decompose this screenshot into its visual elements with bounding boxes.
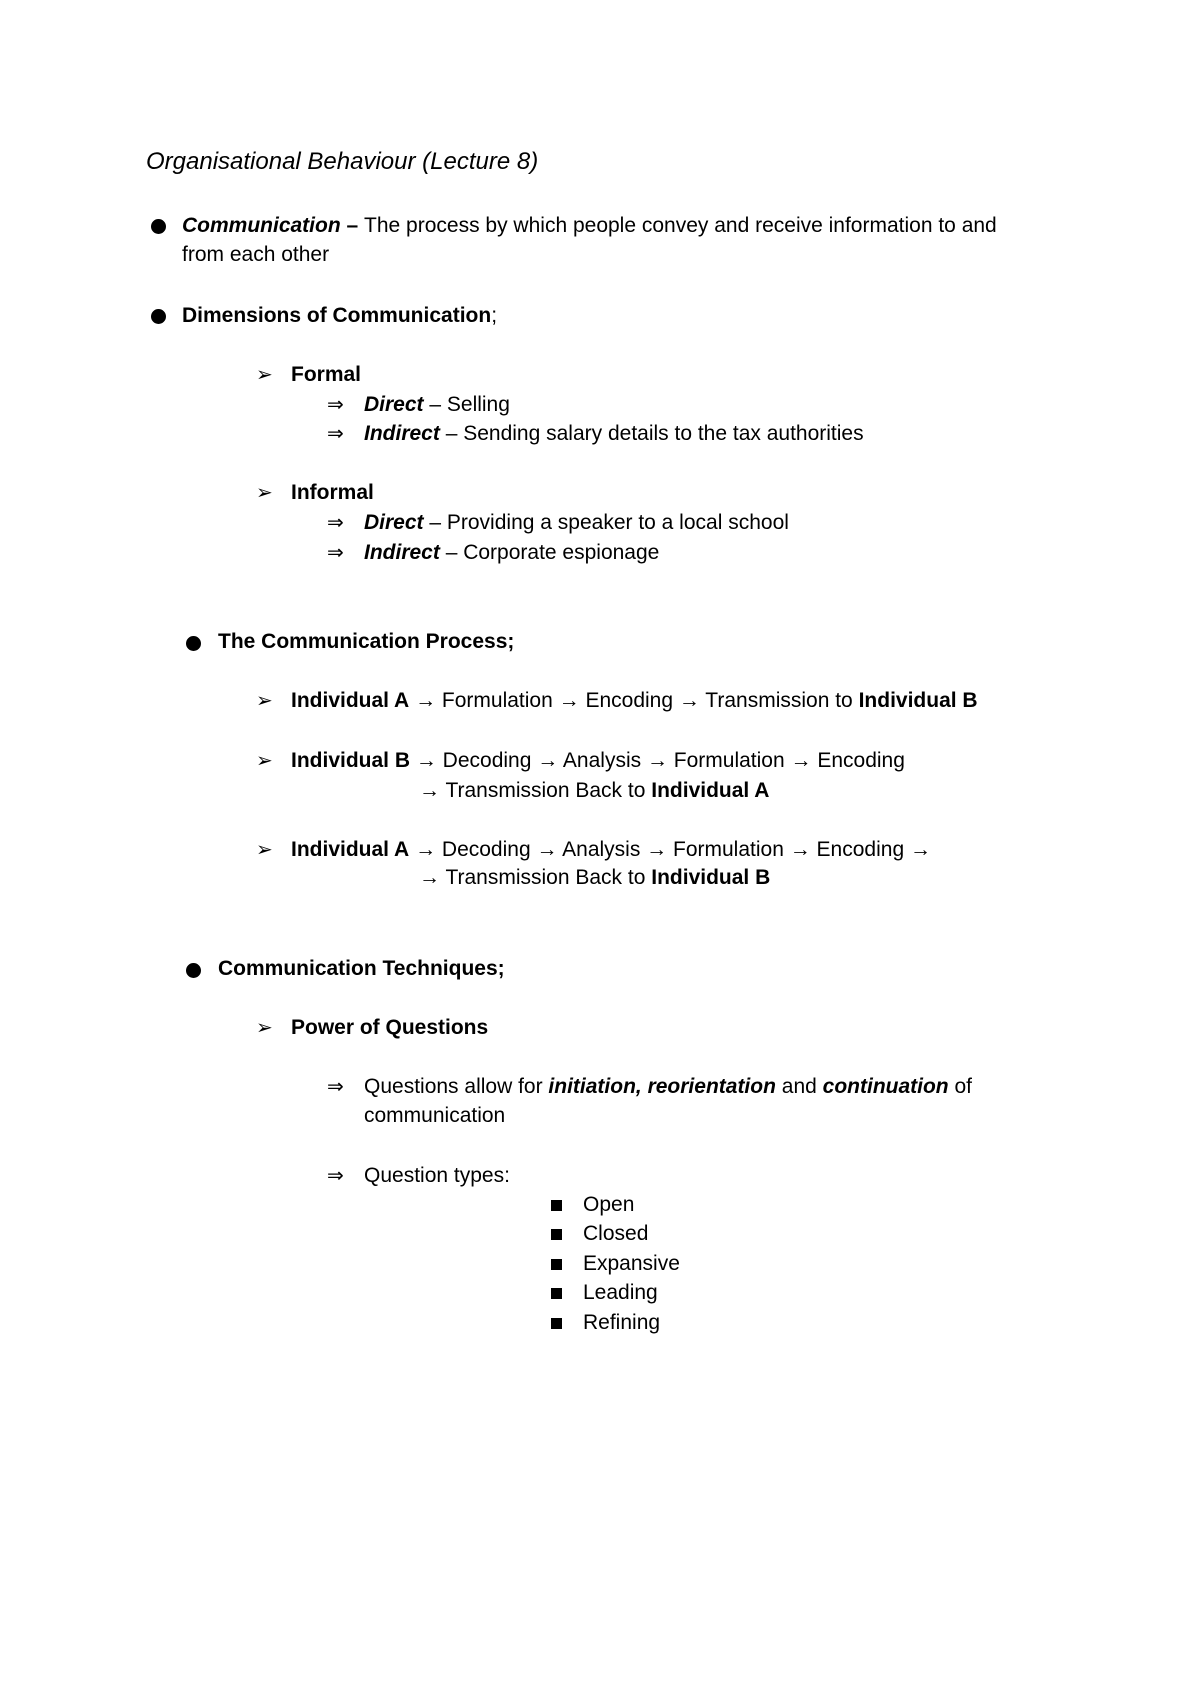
formal-label: Formal — [291, 363, 362, 386]
arrowhead-bullet-icon: ➢ — [256, 690, 273, 712]
individual-label: Individual B — [651, 866, 771, 889]
individual-label: Individual A — [651, 779, 770, 802]
questions-allow-term2: continuation — [822, 1075, 949, 1098]
questions-allow-mid: and — [775, 1075, 823, 1098]
process-step-2 — [291, 747, 905, 775]
communication-definition-cont — [182, 241, 329, 269]
process-flow-text: → Formulation → Encoding → Transmission to — [409, 689, 859, 712]
title-text: Organisational Behaviour (Lecture 8) — [146, 148, 539, 175]
arrowhead-bullet-icon: ➢ — [256, 1017, 273, 1039]
dimensions-heading-suffix: ; — [491, 304, 498, 327]
question-type-item: Expansive — [583, 1252, 680, 1275]
arrowhead-bullet-icon: ➢ — [256, 364, 273, 386]
question-type-item: Open — [583, 1193, 635, 1216]
square-bullet — [551, 1200, 562, 1211]
informal-indirect — [364, 539, 659, 567]
individual-label: Individual A — [291, 838, 410, 861]
bullet-dot — [186, 963, 201, 978]
square-bullet — [551, 1288, 562, 1299]
process-step-2-cont — [419, 777, 769, 805]
arrowhead-bullet-icon: ➢ — [256, 750, 273, 772]
implies-arrow-icon: ⇒ — [327, 1076, 344, 1098]
individual-label: Individual B — [858, 689, 978, 712]
individual-label: Individual A — [291, 689, 410, 712]
dimensions-heading-text: Dimensions of Communication — [182, 304, 492, 327]
techniques-heading: Communication Techniques; — [218, 957, 505, 980]
dimensions-heading — [182, 302, 497, 330]
implies-arrow-icon: ⇒ — [327, 423, 344, 445]
question-type-item: Closed — [583, 1222, 649, 1245]
question-types-label: Question types: — [364, 1164, 510, 1187]
questions-allow-term1: initiation, reorientation — [548, 1075, 776, 1098]
formal-direct-text: – Selling — [423, 393, 510, 416]
formal-direct — [364, 391, 510, 419]
process-flow-text: → Decoding → Analysis → Formulation → Encoding → — [409, 838, 931, 861]
questions-allow-pre: Questions allow for — [364, 1075, 549, 1098]
communication-definition-line2: from each other — [182, 243, 330, 266]
question-type-item: Refining — [583, 1311, 661, 1334]
bullet-dot — [151, 219, 166, 234]
formal-indirect — [364, 420, 864, 448]
process-step-1 — [291, 687, 978, 715]
individual-label: Individual B — [291, 749, 411, 772]
questions-allow-cont: communication — [364, 1104, 506, 1127]
power-of-questions: Power of Questions — [291, 1016, 489, 1039]
questions-allow — [364, 1073, 972, 1101]
process-flow-text: → Decoding → Analysis → Formulation → Encoding — [410, 749, 905, 772]
process-flow-text: → Transmission Back to — [419, 866, 652, 889]
process-heading: The Communication Process; — [218, 630, 515, 653]
implies-arrow-icon: ⇒ — [327, 542, 344, 564]
page-title — [146, 148, 538, 176]
informal-direct-text: – Providing a speaker to a local school — [423, 511, 789, 534]
arrowhead-bullet-icon: ➢ — [256, 839, 273, 861]
process-flow-text: → Transmission Back to — [419, 779, 652, 802]
bullet-dot — [186, 636, 201, 651]
communication-term: Communication — [182, 214, 341, 237]
informal-indirect-term: Indirect — [364, 541, 440, 564]
communication-definition — [182, 212, 997, 240]
formal-indirect-term: Indirect — [364, 422, 440, 445]
arrowhead-bullet-icon: ➢ — [256, 482, 273, 504]
communication-definition-line1: The process by which people convey and receive information to and — [364, 214, 997, 237]
questions-allow-post: of — [948, 1075, 972, 1098]
implies-arrow-icon: ⇒ — [327, 394, 344, 416]
square-bullet — [551, 1259, 562, 1270]
square-bullet — [551, 1229, 562, 1240]
question-type-item: Leading — [583, 1281, 658, 1304]
process-step-3-cont — [419, 864, 770, 892]
bullet-dot — [151, 309, 166, 324]
square-bullet — [551, 1318, 562, 1329]
informal-direct — [364, 509, 789, 537]
informal-label: Informal — [291, 481, 374, 504]
communication-dash: – — [340, 214, 365, 237]
implies-arrow-icon: ⇒ — [327, 1165, 344, 1187]
process-step-3 — [291, 836, 931, 864]
formal-direct-term: Direct — [364, 393, 424, 416]
informal-indirect-text: – Corporate espionage — [439, 541, 660, 564]
implies-arrow-icon: ⇒ — [327, 512, 344, 534]
formal-indirect-text: – Sending salary details to the tax authorities — [439, 422, 864, 445]
informal-direct-term: Direct — [364, 511, 424, 534]
